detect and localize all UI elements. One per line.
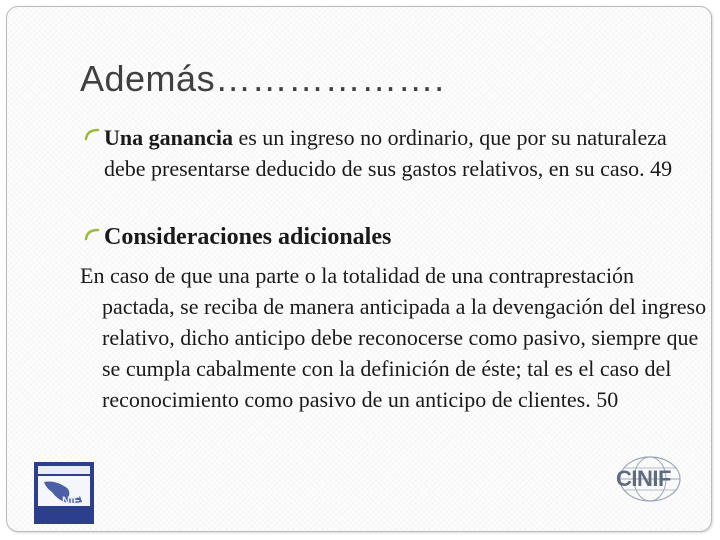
curved-bullet-icon [84,222,100,253]
bullet-consideraciones: Consideraciones adicionales [104,224,392,250]
nif-book-logo [34,462,94,524]
slide-title: Además………………. [80,58,445,99]
bullet-ganancia-bold: Una ganancia [104,125,233,150]
nif-logo-text: NIF [62,495,80,507]
curved-bullet-icon [84,122,100,153]
bullet-ganancia [104,122,704,184]
paragraph-anticipo: En caso de que una parte o la totalidad de una contraprestación pactada, se reciba de manera anticipada a la devengación del ingreso relativo, dicho anticipo debe reconocerse como pasivo, siempre que se cumpla cabalmente con la definición de éste; tal es el caso del reconocimiento como pasivo de un anticipo de clientes. 50 [80,263,707,412]
bullet-ganancia-text: es un ingreso no ordinario, que por su naturaleza debe presentarse deducido de sus gastos relativos, en su caso. 49 [104,125,673,181]
cinif-logo-text: CINIF [616,466,671,491]
